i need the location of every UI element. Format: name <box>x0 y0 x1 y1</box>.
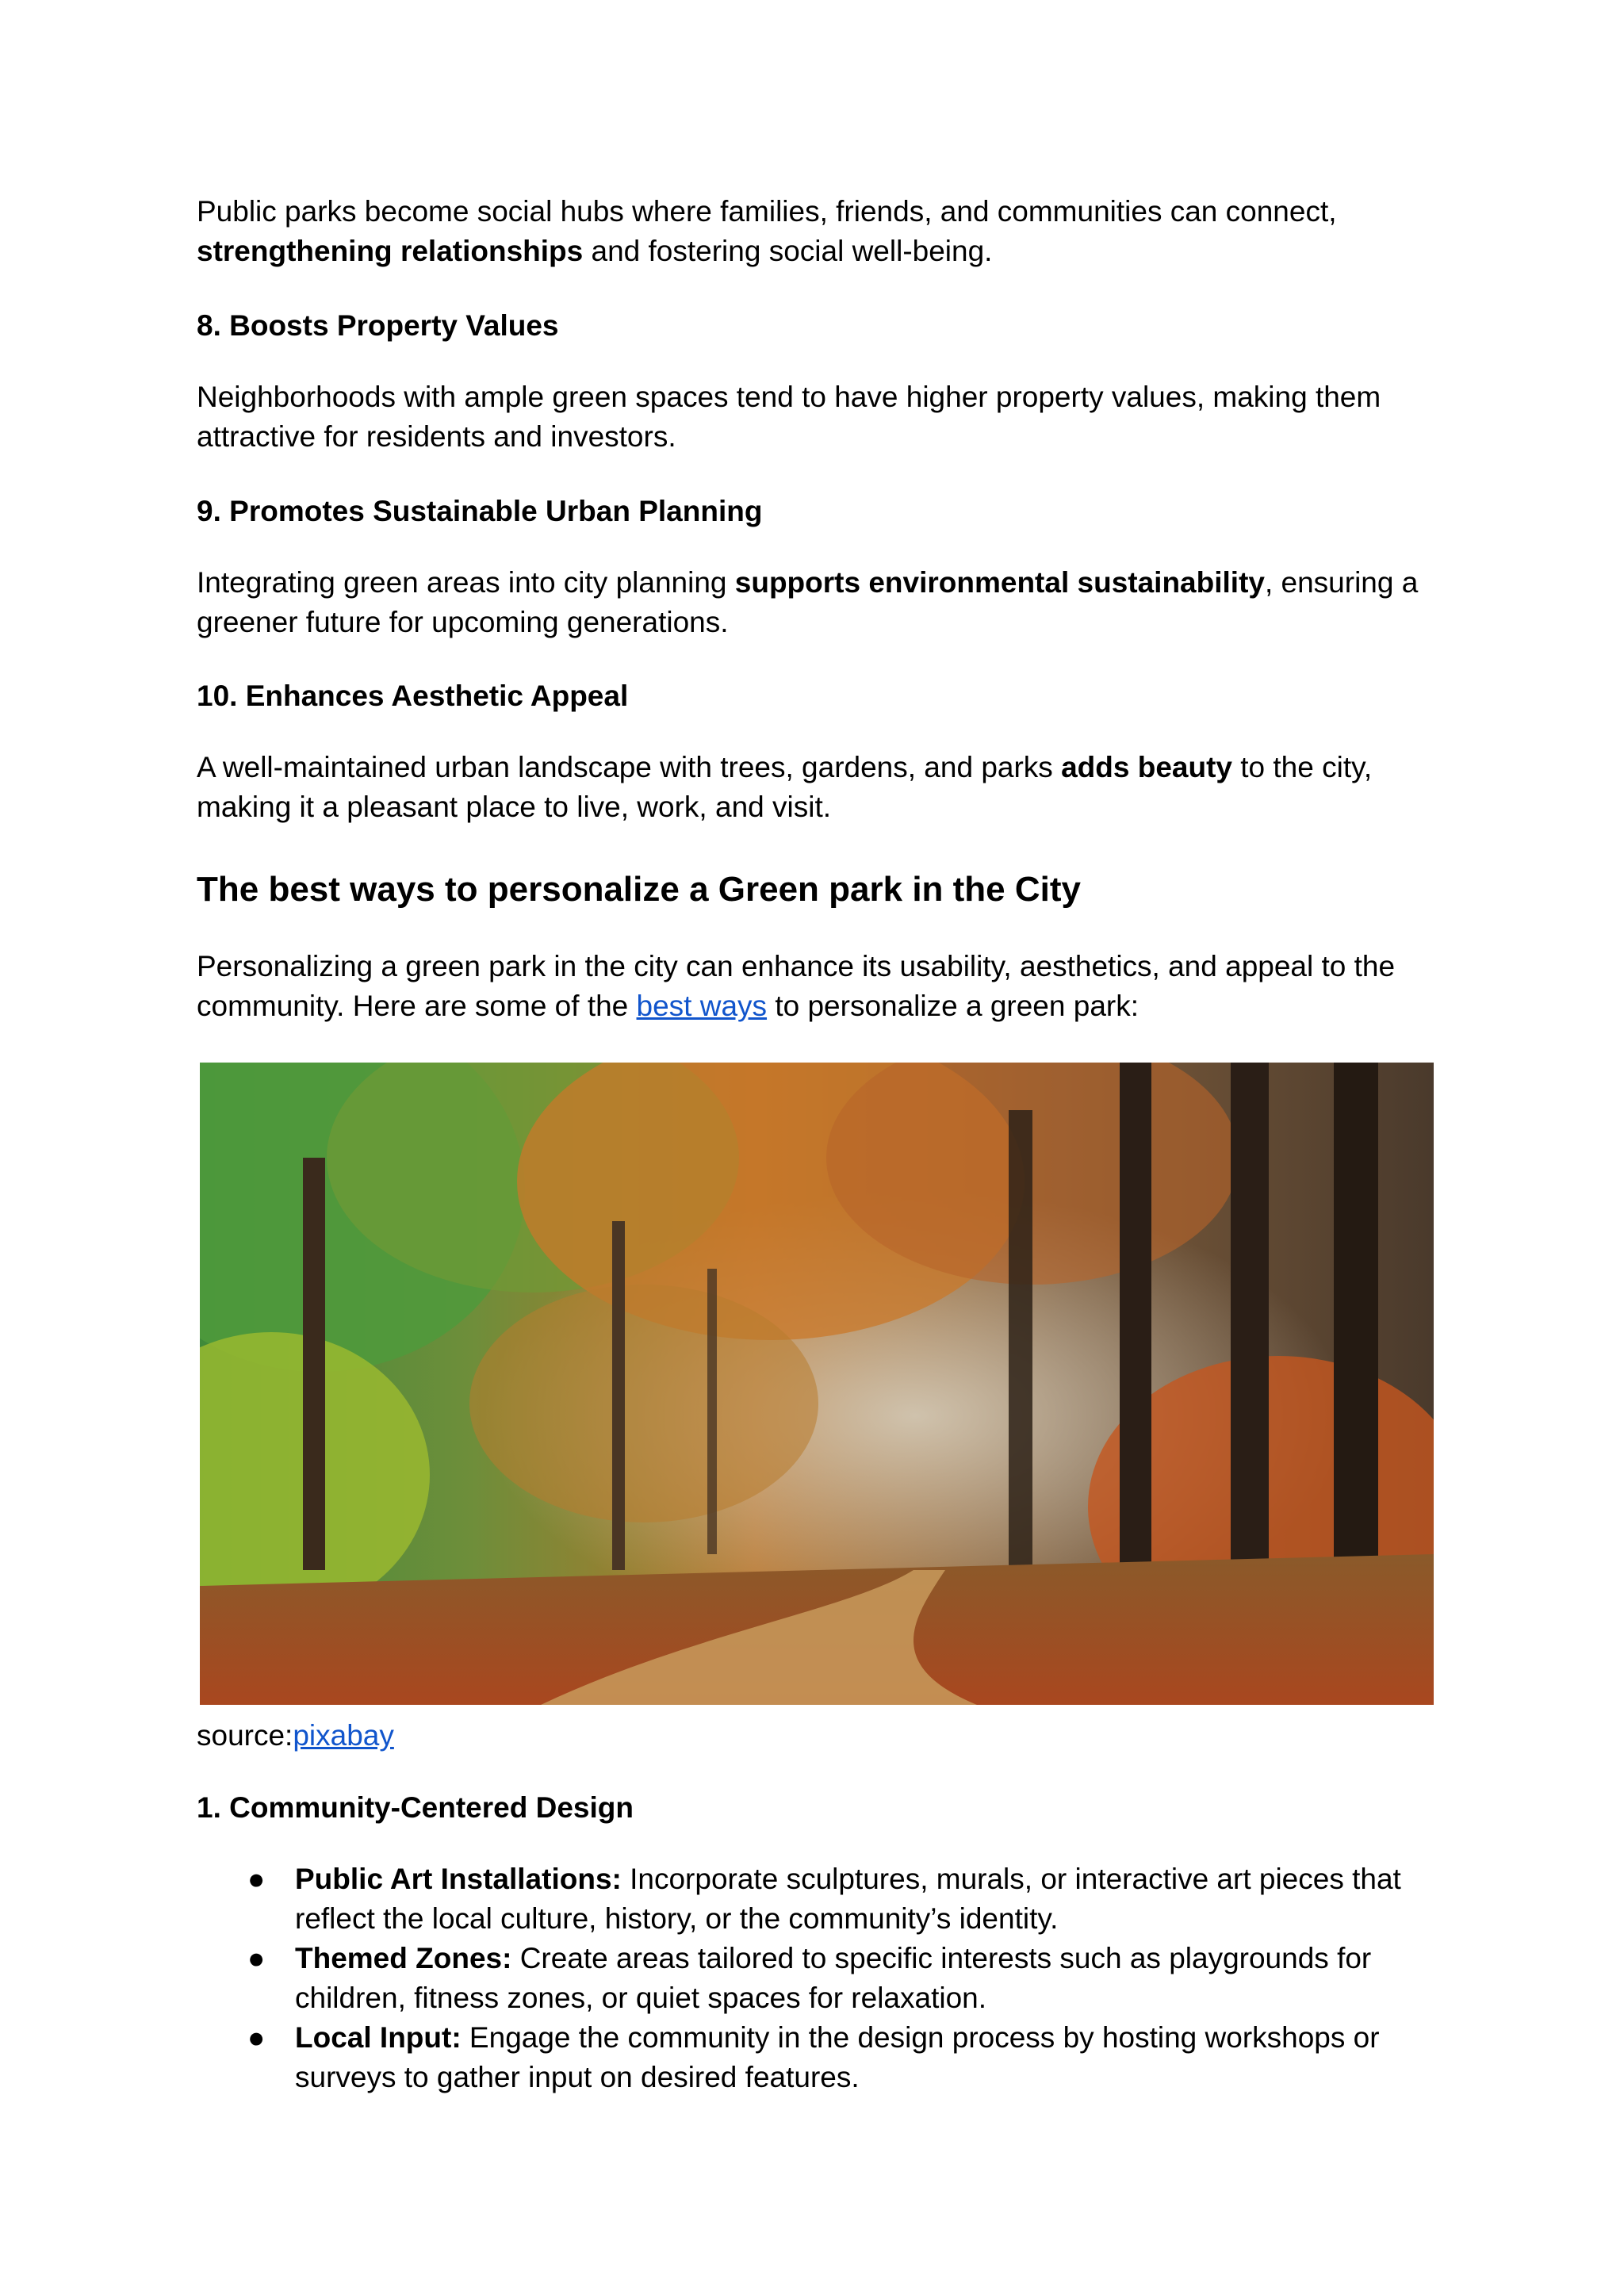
paragraph-sustainable-planning <box>197 563 1434 642</box>
image-caption <box>197 1716 1434 1756</box>
list-item <box>197 2018 1442 2097</box>
bullet-icon: ● <box>247 1863 266 1895</box>
intro-text: Public parks become social hubs where families, friends, and communities can connect, <box>197 195 1337 228</box>
paragraph-aesthetic-appeal <box>197 748 1434 827</box>
personalize-text-end: to personalize a green park: <box>767 990 1139 1022</box>
caption-prefix: source: <box>197 1719 293 1752</box>
s9-text-end: , ensuring a greener future for upcoming generations. <box>197 566 1419 638</box>
paragraph-property-values: Neighborhoods with ample green spaces tend to have higher property values, making them attractive for residents and investors. <box>197 381 1381 453</box>
heading-community-design: 1. Community-Centered Design <box>197 1791 634 1824</box>
bullet-bold: Local Input: <box>295 2021 462 2054</box>
list-item <box>197 1859 1442 1939</box>
intro-text-end: and fostering social well-being. <box>583 235 993 267</box>
s10-bold: adds beauty <box>1061 751 1232 783</box>
intro-bold: strengthening relationships <box>197 235 584 267</box>
bullet-text: Create areas tailored to specific interests such as playgrounds for children, fitness zones, or quiet spaces for relaxation. <box>295 1942 1372 2014</box>
heading-sustainable-planning: 9. Promotes Sustainable Urban Planning <box>197 495 763 527</box>
bullet-text: Engage the community in the design process by hosting workshops or surveys to gather input on desired features. <box>295 2021 1380 2093</box>
paragraph-personalize <box>197 947 1434 1026</box>
bullet-text: Incorporate sculptures, murals, or interactive art pieces that reflect the local culture, history, or the community’s identity. <box>295 1863 1401 1935</box>
bullet-icon: ● <box>247 1942 266 1974</box>
personalize-text: Personalizing a green park in the city can enhance its usability, aesthetics, and appeal to the community. Here are some of the <box>197 950 1396 1022</box>
s9-bold: supports environmental sustainability <box>734 566 1265 599</box>
heading-property-values: 8. Boosts Property Values <box>197 309 559 342</box>
best-ways-link[interactable]: best ways <box>636 990 768 1022</box>
s10-text-end: to the city, making it a pleasant place to live, work, and visit. <box>197 751 1373 823</box>
heading-aesthetic-appeal: 10. Enhances Aesthetic Appeal <box>197 680 629 712</box>
bullet-bold: Themed Zones: <box>295 1942 512 1974</box>
section-heading-personalize: The best ways to personalize a Green park in the City <box>197 870 1081 909</box>
s9-text: Integrating green areas into city planning <box>197 566 735 599</box>
s10-text: A well-maintained urban landscape with trees, gardens, and parks <box>197 751 1062 783</box>
autumn-forest-path-image <box>200 1063 1434 1705</box>
list-item <box>197 1939 1442 2018</box>
bullet-icon: ● <box>247 2021 266 2054</box>
pixabay-link[interactable]: pixabay <box>293 1719 394 1752</box>
community-bullet-list <box>197 1859 1442 2097</box>
bullet-bold: Public Art Installations: <box>295 1863 622 1895</box>
intro-paragraph <box>197 192 1434 271</box>
